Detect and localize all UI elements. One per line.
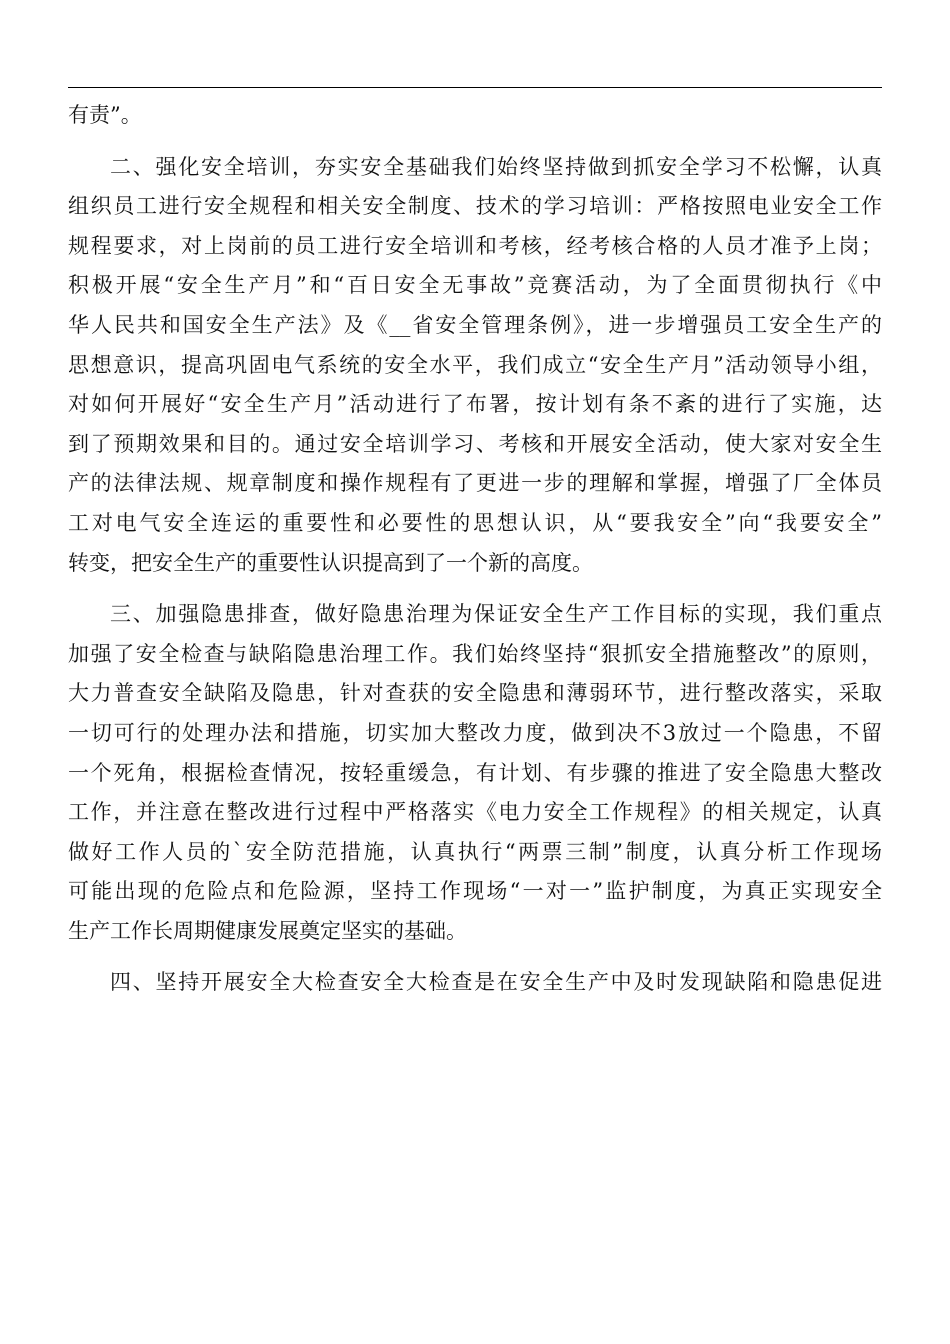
paragraph-3-line: 工作，并注意在整改进行过程中严格落实《电力安全工作规程》的相关规定，认真 — [68, 800, 882, 825]
paragraph-2-line: 产的法律法规、规章制度和操作规程有了更进一步的理解和掌握，增强了厂全体员 — [68, 471, 882, 496]
paragraph-3-line: 三、加强隐患排查，做好隐患治理为保证安全生产工作目标的实现，我们重点 — [110, 602, 882, 627]
paragraph-3-line: 加强了安全检查与缺陷隐患治理工作。我们始终坚持“狠抓安全措施整改”的原则， — [68, 641, 882, 666]
document-body — [68, 96, 882, 1003]
paragraph-3-line: 可能出现的危险点和危险源，坚持工作现场“一对一”监护制度，为真正实现安全 — [68, 879, 882, 904]
paragraph-2-line: 组织员工进行安全规程和相关安全制度、技术的学习培训：严格按照电业安全工作 — [68, 194, 882, 219]
paragraph-3-line: 做好工作人员的`安全防范措施，认真执行“两票三制”制度，认真分析工作现场 — [68, 839, 882, 864]
paragraph-4-line: 四、坚持开展安全大检查安全大检查是在安全生产中及时发现缺陷和隐患促进 — [110, 970, 882, 995]
paragraph-2-line: 到了预期效果和目的。通过安全培训学习、考核和开展安全活动，使大家对安全生 — [68, 431, 882, 456]
paragraph-2-line: 工对电气安全连运的重要性和必要性的思想认识，从“要我安全”向“我要安全” — [68, 510, 882, 535]
paragraph-3-line: 一切可行的处理办法和措施，切实加大整改力度，做到决不3放过一个隐患，不留 — [68, 720, 882, 745]
paragraph-2-line: 思想意识，提高巩固电气系统的安全水平，我们成立“安全生产月”活动领导小组， — [68, 352, 882, 377]
paragraph-3-line: 一个死角，根据检查情况，按轻重缓急，有计划、有步骤的推进了安全隐患大整改 — [68, 760, 882, 785]
header-rule — [68, 87, 882, 88]
paragraph-2-line: 积极开展“安全生产月”和“百日安全无事故”竞赛活动，为了全面贯彻执行《中 — [68, 273, 882, 298]
paragraph-2-line: 二、强化安全培训，夯实安全基础我们始终坚持做到抓安全学习不松懈，认真 — [110, 154, 882, 179]
paragraph-2-line: 对如何开展好“安全生产月”活动进行了布署，按计划有条不紊的进行了实施，达 — [68, 392, 882, 417]
paragraph-2-line: 规程要求，对上岗前的员工进行安全培训和考核，经考核合格的人员才准予上岗； — [68, 233, 882, 258]
paragraph-3-line: 生产工作长周期健康发展奠定坚实的基础。 — [68, 918, 467, 943]
paragraph-2-line: 华人民共和国安全生产法》及《__省安全管理条例》，进一步增强员工安全生产的 — [68, 312, 882, 337]
paragraph-3-line: 大力普查安全缺陷及隐患，针对查获的安全隐患和薄弱环节，进行整改落实，采取 — [68, 681, 882, 706]
paragraph-2-line: 转变，把安全生产的重要性认识提高到了一个新的高度。 — [68, 550, 593, 575]
text-line: 有责”。 — [68, 103, 142, 127]
